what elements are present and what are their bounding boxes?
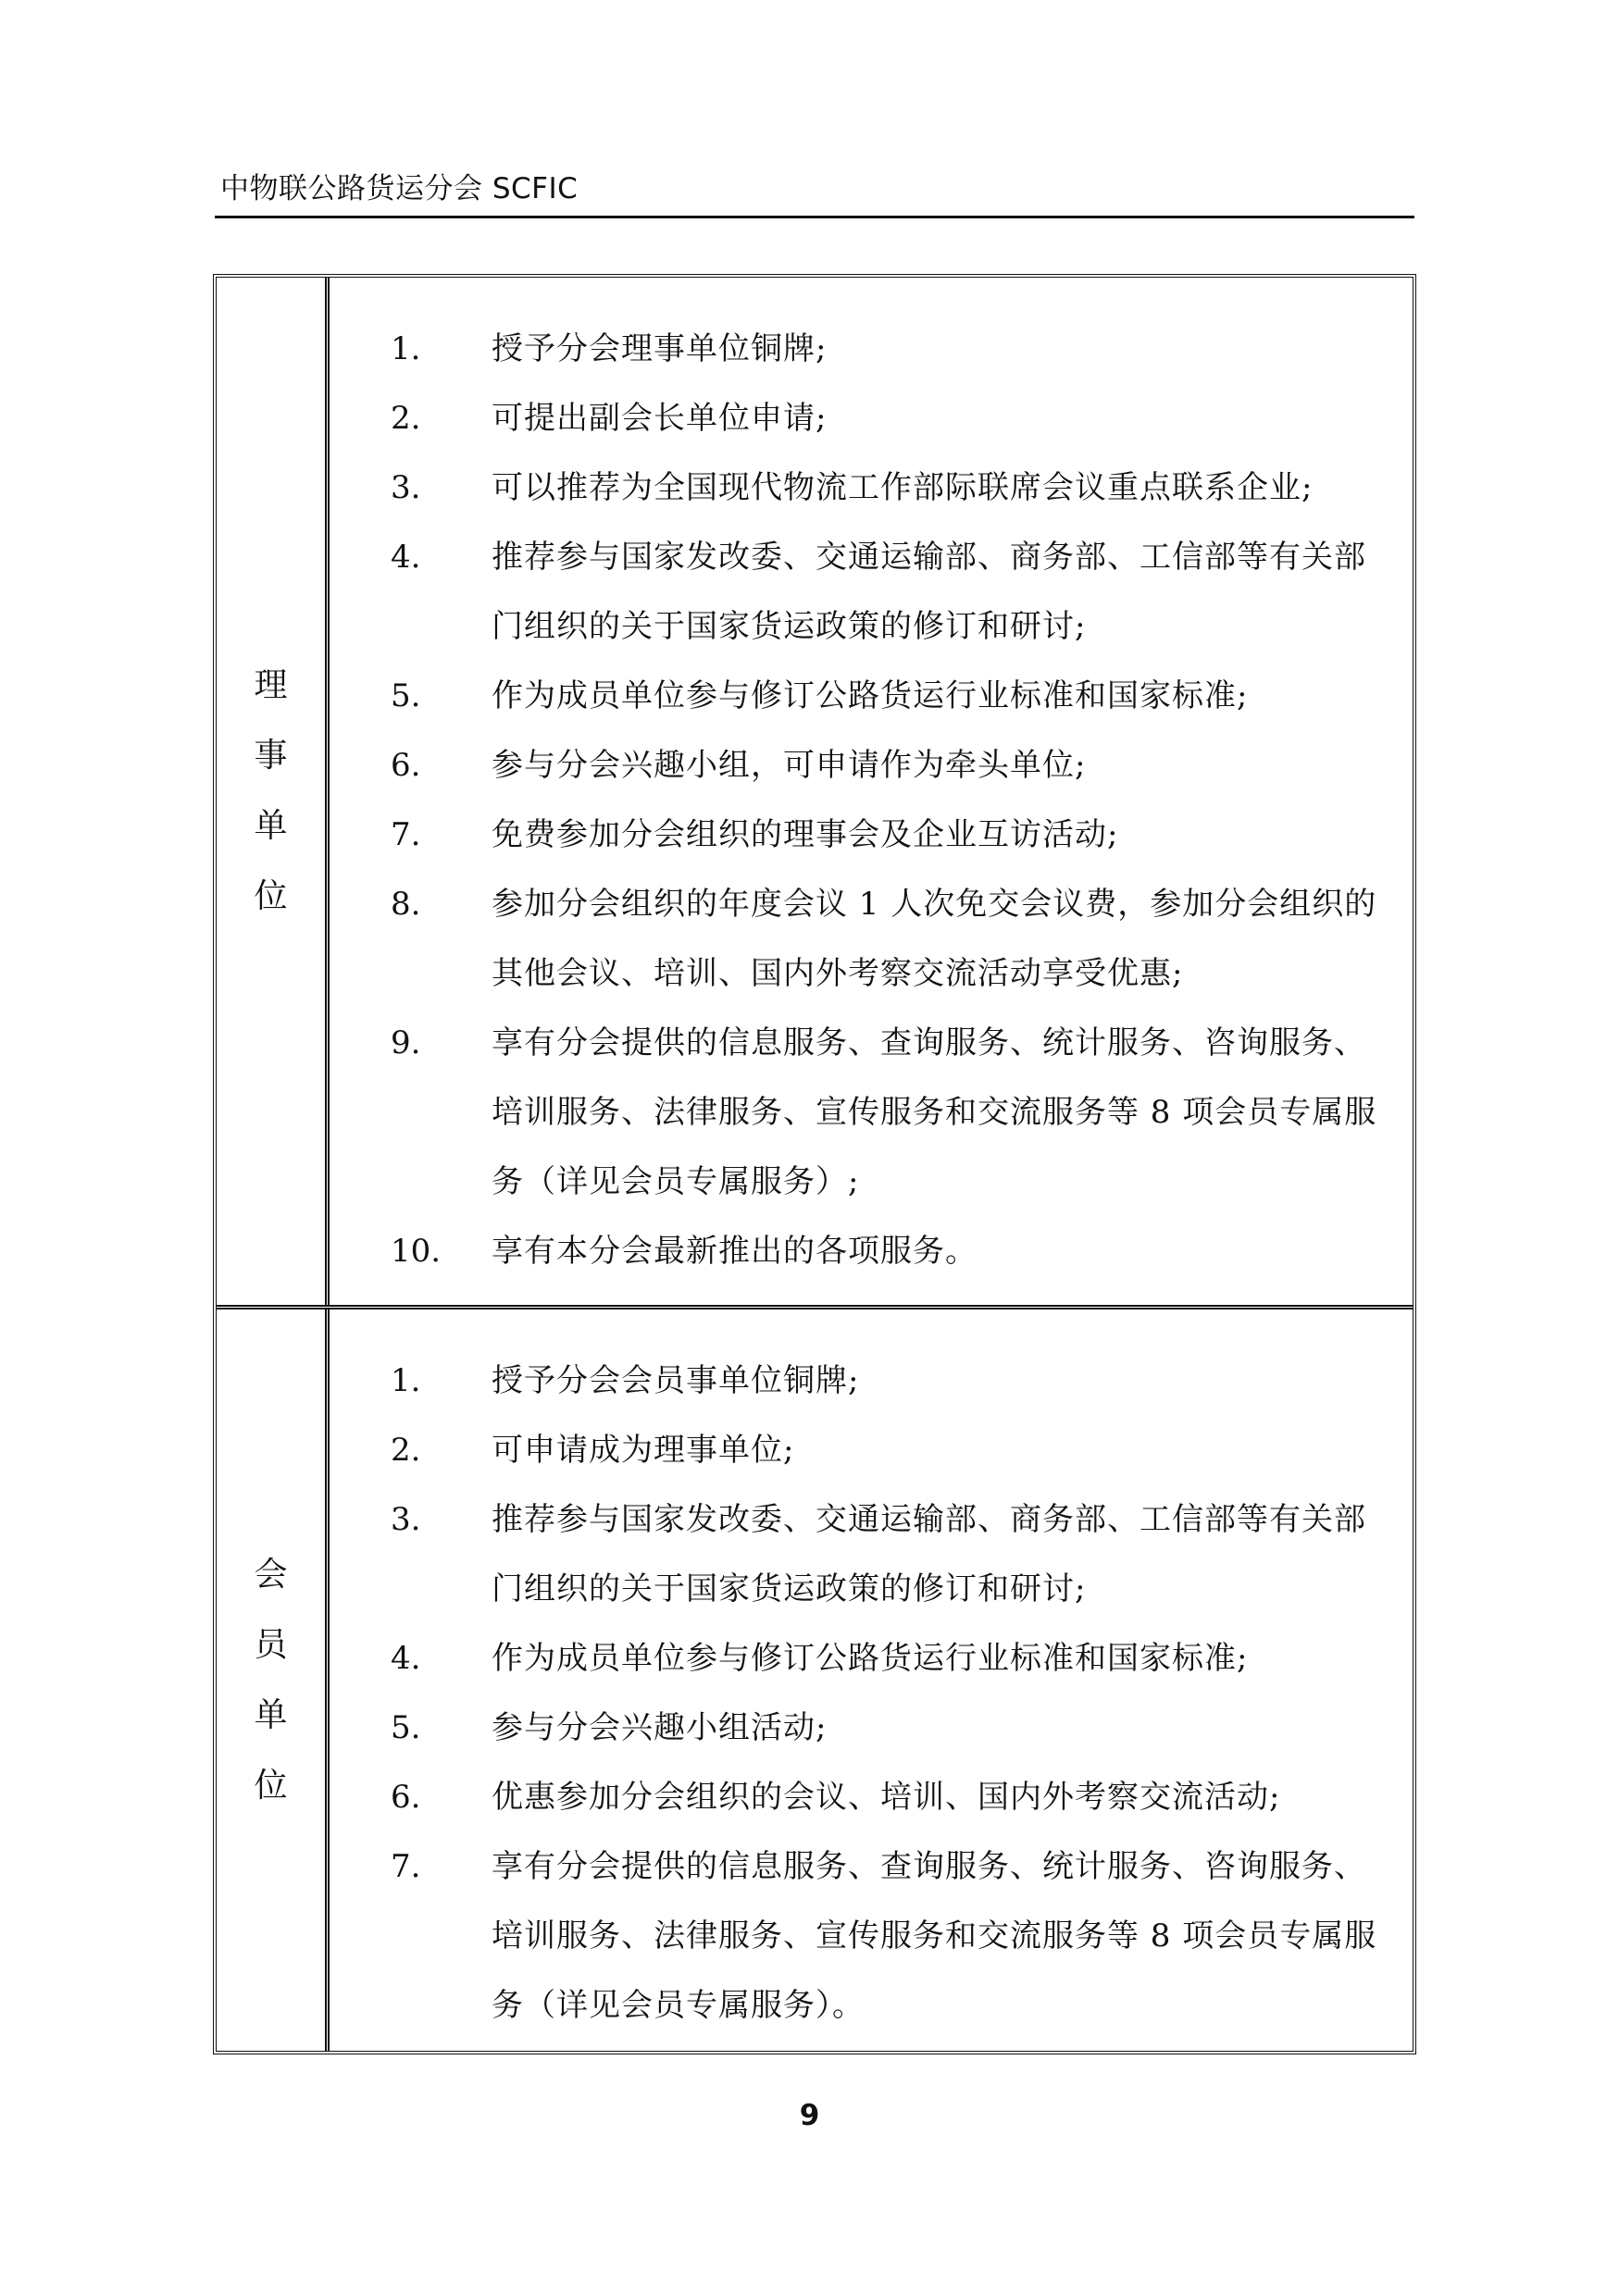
item-number: 2.: [391, 400, 421, 437]
item-text: 推荐参与国家发改委、交通运输部、商务部、工信部等有关部门组织的关于国家货运政策的修订和研讨;: [492, 1501, 1366, 1607]
list-item: [330, 1009, 1390, 1217]
item-text: 推荐参与国家发改委、交通运输部、商务部、工信部等有关部门组织的关于国家货运政策的修订和研讨;: [492, 539, 1366, 645]
list-item: [330, 1347, 1390, 1416]
list-item: [330, 1217, 1390, 1286]
header-title: 中物联公路货运分会 SCFIC: [220, 172, 579, 205]
list-item: [330, 315, 1390, 384]
item-text: 可以推荐为全国现代物流工作部际联席会议重点联系企业;: [492, 469, 1314, 506]
benefits-cell: [330, 278, 1413, 1305]
item-number: 6.: [391, 1779, 421, 1816]
item-number: 7.: [391, 816, 421, 853]
item-number: 1.: [391, 1362, 421, 1399]
item-number: 7.: [391, 1848, 421, 1885]
item-text: 享有分会提供的信息服务、查询服务、统计服务、咨询服务、培训服务、法律服务、宣传服务和交流服务等 8 项会员专属服务（详见会员专属服务）;: [492, 1024, 1377, 1200]
benefits-cell: [330, 1309, 1413, 2051]
category-cell: [217, 278, 330, 1305]
list-item: [330, 800, 1390, 870]
category-label: 理事单位: [254, 666, 288, 915]
list-item: [330, 1624, 1390, 1694]
list-item: [330, 731, 1390, 800]
item-text: 授予分会会员事单位铜牌;: [492, 1362, 860, 1399]
list-item: [330, 1832, 1390, 2041]
list-item: [330, 384, 1390, 453]
list-item: [330, 1485, 1390, 1624]
list-item: [330, 523, 1390, 662]
item-number: 3.: [391, 1501, 421, 1538]
item-text: 可提出副会长单位申请;: [492, 400, 828, 437]
item-number: 6.: [391, 747, 421, 784]
item-number: 5.: [391, 677, 421, 714]
item-number: 10.: [391, 1233, 442, 1270]
item-text: 享有分会提供的信息服务、查询服务、统计服务、咨询服务、培训服务、法律服务、宣传服务和交流服务等 8 项会员专属服务（详见会员专属服务）。: [492, 1848, 1377, 2024]
category-cell: [217, 1309, 330, 2051]
list-item: [330, 870, 1390, 1009]
benefits-list: [330, 315, 1390, 1286]
item-text: 免费参加分会组织的理事会及企业互访活动;: [492, 816, 1119, 853]
list-item: [330, 1694, 1390, 1763]
item-text: 可申请成为理事单位;: [492, 1432, 795, 1469]
item-text: 授予分会理事单位铜牌;: [492, 330, 828, 367]
item-number: 8.: [391, 886, 421, 923]
list-item: [330, 1763, 1390, 1832]
item-number: 9.: [391, 1024, 421, 1061]
item-text: 作为成员单位参与修订公路货运行业标准和国家标准;: [492, 1640, 1249, 1677]
table-row-council-unit: [217, 278, 1413, 1305]
benefits-list: [330, 1347, 1390, 2041]
page-number: 9: [799, 2099, 820, 2132]
table-row-member-unit: [217, 1305, 1413, 2051]
item-text: 参与分会兴趣小组，可申请作为牵头单位;: [492, 747, 1087, 784]
item-number: 1.: [391, 330, 421, 367]
benefits-table: [213, 274, 1416, 2054]
item-number: 5.: [391, 1709, 421, 1746]
item-number: 2.: [391, 1432, 421, 1469]
list-item: [330, 662, 1390, 731]
page-header: [215, 159, 1414, 218]
list-item: [330, 1416, 1390, 1485]
item-number: 3.: [391, 469, 421, 506]
item-text: 优惠参加分会组织的会议、培训、国内外考察交流活动;: [492, 1779, 1281, 1816]
item-text: 享有本分会最新推出的各项服务。: [492, 1233, 978, 1270]
item-number: 4.: [391, 539, 421, 576]
item-number: 4.: [391, 1640, 421, 1677]
category-label: 会员单位: [254, 1555, 288, 1805]
item-text: 参加分会组织的年度会议 1 人次免交会议费，参加分会组织的其他会议、培训、国内外考察交流活动享受优惠;: [492, 886, 1377, 992]
item-text: 作为成员单位参与修订公路货运行业标准和国家标准;: [492, 677, 1249, 714]
list-item: [330, 453, 1390, 523]
item-text: 参与分会兴趣小组活动;: [492, 1709, 828, 1746]
